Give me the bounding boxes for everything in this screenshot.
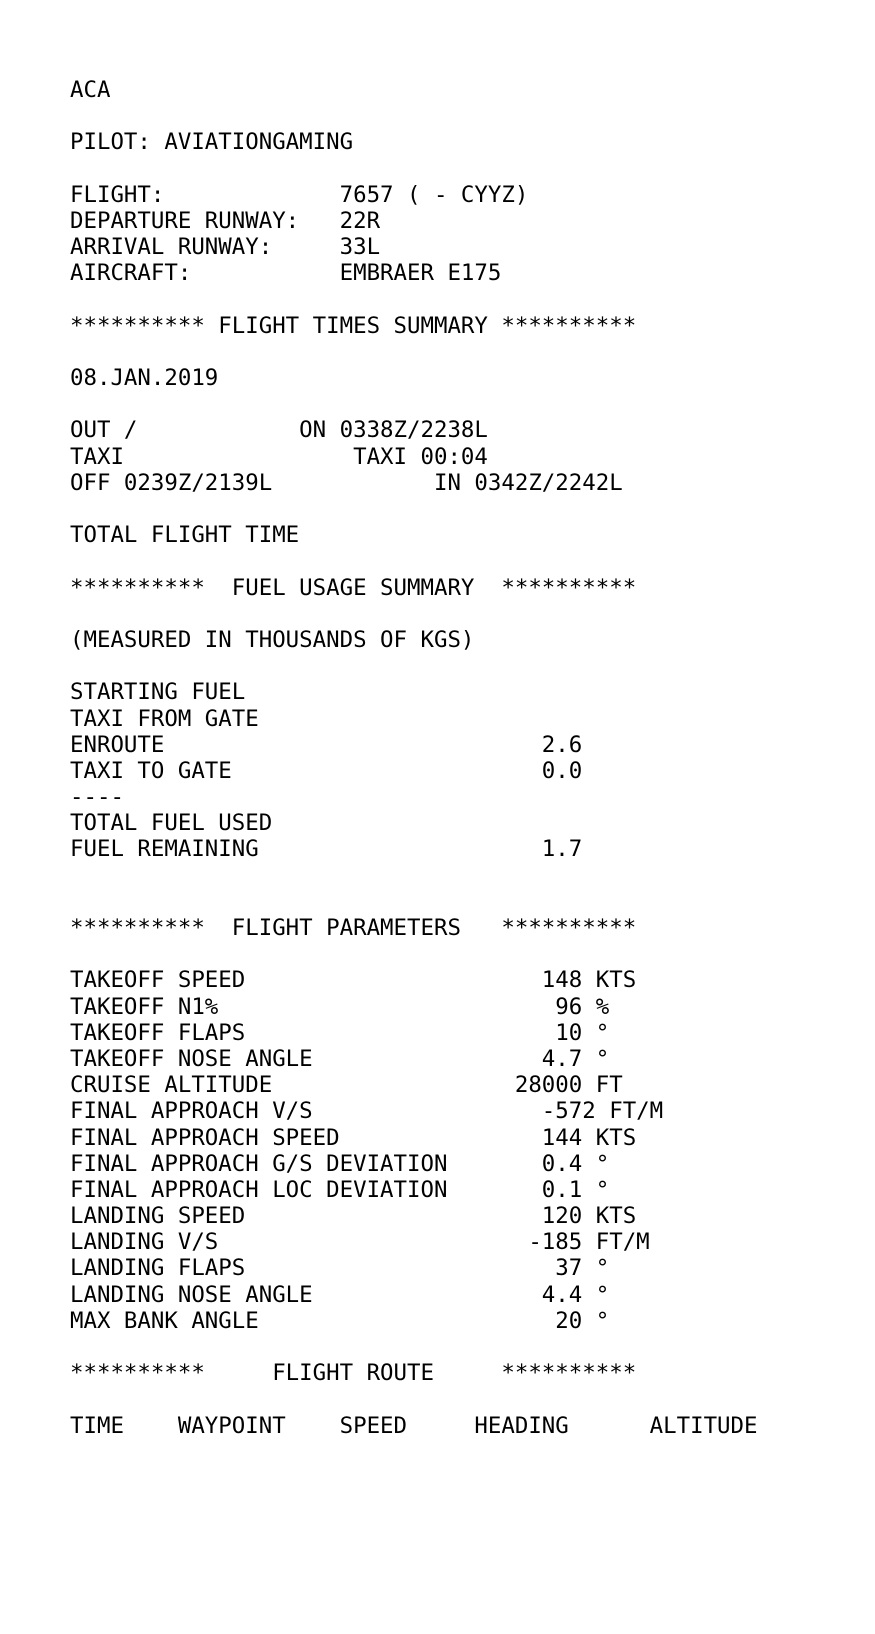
blank-line [70, 548, 758, 574]
blank-line [70, 653, 758, 679]
flight-number-line: FLIGHT: 7657 ( - CYYZ) [70, 181, 529, 208]
flight-date: 08.JAN.2019 [70, 365, 219, 392]
taxi-times-line: TAXI TAXI 00:04 [70, 443, 488, 470]
param-final-approach-vs: FINAL APPROACH V/S -572 FT/M [70, 1098, 664, 1125]
total-flight-time-line: TOTAL FLIGHT TIME [70, 522, 300, 549]
blank-line [70, 941, 758, 967]
param-max-bank-angle: MAX BANK ANGLE 20 ° [70, 1307, 610, 1334]
blank-line [70, 103, 758, 129]
blank-line [70, 1386, 758, 1412]
param-landing-flaps: LANDING FLAPS 37 ° [70, 1255, 610, 1282]
departure-runway-line: DEPARTURE RUNWAY: 22R [70, 207, 381, 234]
blank-line [70, 1334, 758, 1360]
blank-line [70, 339, 758, 365]
fuel-units-note: (MEASURED IN THOUSANDS OF KGS) [70, 626, 475, 653]
param-takeoff-speed: TAKEOFF SPEED 148 KTS [70, 967, 637, 994]
aircraft-line: AIRCRAFT: EMBRAER E175 [70, 260, 502, 287]
total-fuel-used-line: TOTAL FUEL USED [70, 810, 273, 837]
off-in-times-line: OFF 0239Z/2139L IN 0342Z/2242L [70, 469, 623, 496]
flight-route-heading: ********** FLIGHT ROUTE ********** [70, 1360, 637, 1387]
blank-line [70, 601, 758, 627]
arrival-runway-line: ARRIVAL RUNWAY: 33L [70, 234, 381, 261]
flight-times-summary-heading: ********** FLIGHT TIMES SUMMARY ********** [70, 312, 637, 339]
flight-parameters-heading: ********** FLIGHT PARAMETERS ********** [70, 915, 637, 941]
out-on-times-line: OUT / ON 0338Z/2238L [70, 417, 488, 444]
param-final-approach-speed: FINAL APPROACH SPEED 144 KTS [70, 1124, 637, 1151]
blank-line [70, 391, 758, 417]
param-landing-vs: LANDING V/S -185 FT/M [70, 1229, 650, 1256]
pilot-line: PILOT: AVIATIONGAMING [70, 129, 354, 156]
blank-line [70, 287, 758, 313]
fuel-usage-summary-heading: ********** FUEL USAGE SUMMARY ********** [70, 574, 637, 601]
fuel-remaining-line: FUEL REMAINING 1.7 [70, 836, 583, 863]
param-takeoff-n1: TAKEOFF N1% 96 % [70, 993, 610, 1020]
flight-route-column-headers: TIME WAYPOINT SPEED HEADING ALTITUDE [70, 1412, 758, 1439]
blank-line [70, 496, 758, 522]
taxi-from-gate-fuel-line: TAXI FROM GATE [70, 705, 259, 732]
enroute-fuel-line: ENROUTE 2.6 [70, 731, 583, 758]
param-takeoff-nose-angle: TAKEOFF NOSE ANGLE 4.7 ° [70, 1045, 610, 1072]
blank-line [70, 889, 758, 915]
param-final-approach-loc-deviation: FINAL APPROACH LOC DEVIATION 0.1 ° [70, 1176, 610, 1203]
fuel-separator: ---- [70, 784, 124, 811]
airline-code: ACA [70, 77, 111, 103]
blank-line [70, 156, 758, 182]
starting-fuel-line: STARTING FUEL [70, 679, 246, 706]
param-final-approach-gs-deviation: FINAL APPROACH G/S DEVIATION 0.4 ° [70, 1150, 610, 1177]
blank-line [70, 863, 758, 889]
param-cruise-altitude: CRUISE ALTITUDE 28000 FT [70, 1072, 623, 1099]
param-landing-speed: LANDING SPEED 120 KTS [70, 1203, 637, 1230]
param-landing-nose-angle: LANDING NOSE ANGLE 4.4 ° [70, 1281, 610, 1308]
flight-report-document [70, 77, 758, 1439]
taxi-to-gate-fuel-line: TAXI TO GATE 0.0 [70, 757, 583, 784]
param-takeoff-flaps: TAKEOFF FLAPS 10 ° [70, 1019, 610, 1046]
